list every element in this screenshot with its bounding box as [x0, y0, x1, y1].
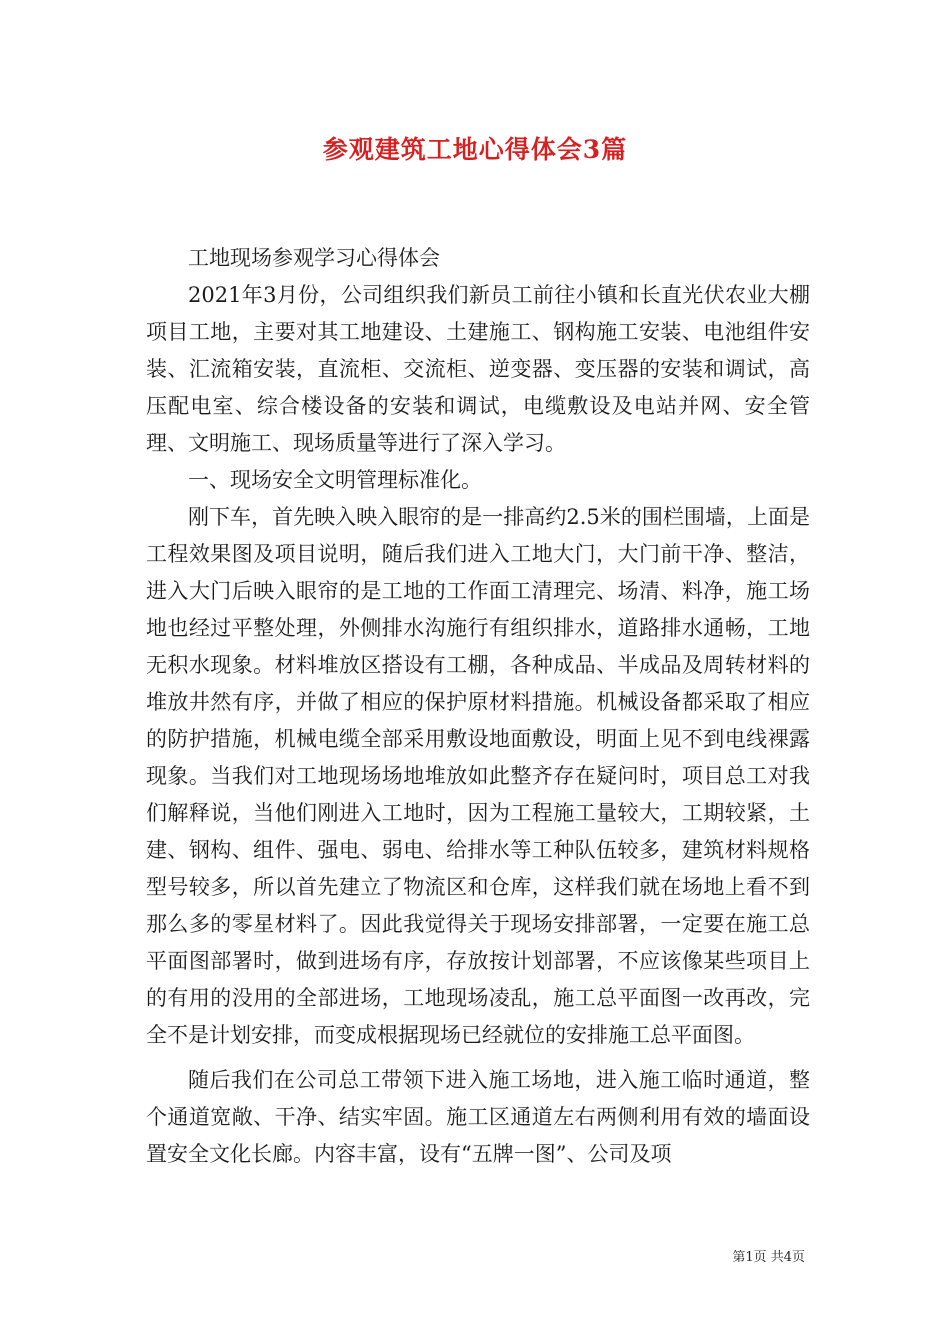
paragraph-site-entry: 刚下车，首先映入映入眼帘的是一排高约2.5米的围栏围墙，上面是工程效果图及项目说明，随后我们进入工地大门，大门前干净、整洁，进入大门后映入眼帘的是工地的工作面工清理完、场清、料净，施工场地也经过平整处理，外侧排水沟施行有组织排水，道路排水通畅，工地无积水现象。材料堆放区搭设有工棚，各种成品、半成品及周转材料的堆放井然有序，并做了相应的保护原材料措施。机械设备都采取了相应的防护措施，机械电缆全部采用敷设地面敷设，明面上见不到电线裸露现象。当我们对工地现场场地堆放如此整齐存在疑问时，项目总工对我们解释说，当他们刚进入工地时，因为工程施工量较大，工期较紧，土建、钢构、组件、强电、弱电、给排水等工种队伍较多，建筑材料规格型号较多，所以首先建立了物流区和仓库，这样我们就在场地上看不到那么多的零星材料了。因此我觉得关于现场安排部署，一定要在施工总平面图部署时，做到进场有序，存放按计划部署，不应该像某些项目上的有用的没用的全部进场，工地现场凌乱，施工总平面图一改再改，完全不是计划安排，而变成根据现场已经就位的安排施工总平面图。	[146, 505, 810, 1047]
paragraph-intro: 2021年3月份，公司组织我们新员工前往小镇和长直光伏农业大棚项目工地，主要对其工地建设、土建施工、钢构施工安装、电池组件安装、汇流箱安装，直流柜、交流柜、逆变器、变压器的安装和调试，高压配电室、综合楼设备的安装和调试，电缆敷设及电站并网、安全管理、文明施工、现场质量等进行了深入学习。	[146, 283, 810, 455]
document-body	[146, 240, 810, 1173]
document-title: 参观建筑工地心得体会3篇	[322, 135, 628, 164]
section-heading: 工地现场参观学习心得体会	[188, 246, 440, 270]
section-heading: 一、现场安全文明管理标准化。	[188, 468, 482, 492]
page-number: 第1页 共4页	[732, 1250, 805, 1265]
paragraph-construction-area: 随后我们在公司总工带领下进入施工场地，进入施工临时通道，整个通道宽敞、干净、结实牢固。施工区通道左右两侧利用有效的墙面设置安全文化长廊。内容丰富，设有“五牌一图”、公司及项	[146, 1068, 810, 1166]
